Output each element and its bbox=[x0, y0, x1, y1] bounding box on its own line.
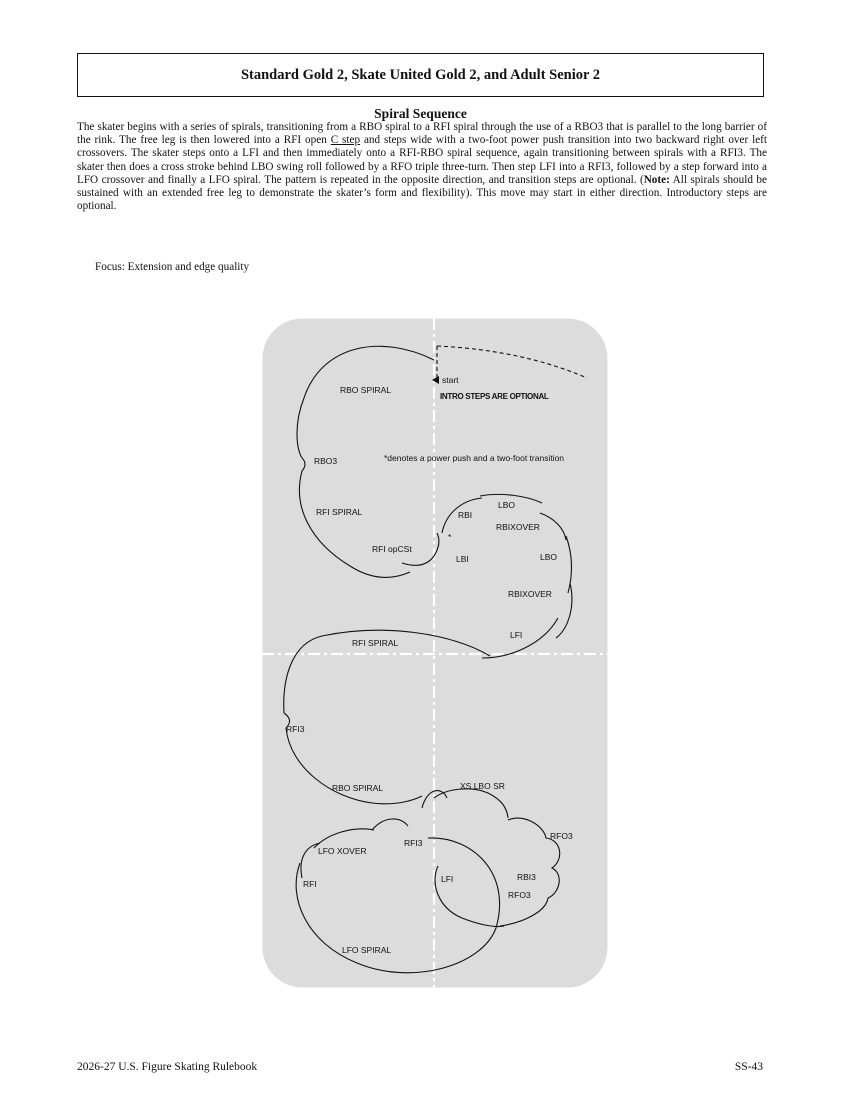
description-paragraph bbox=[77, 121, 767, 213]
label-rfi-spiral-mid: RFI SPIRAL bbox=[352, 638, 399, 648]
section-heading: Spiral Sequence bbox=[374, 106, 467, 121]
title-box bbox=[77, 53, 764, 97]
label-rfi-spiral-top: RFI SPIRAL bbox=[316, 507, 363, 517]
label-asterisk: * bbox=[448, 532, 452, 542]
label-rbixover-1: RBIXOVER bbox=[496, 522, 540, 532]
label-rfi3-bottom: RFI3 bbox=[404, 838, 423, 848]
paragraph-text-3: All spirals should be sustained with an extended free leg to demonstrate the skater’s form and flexibility). This move may start in either direction. Introductory steps are optional. bbox=[77, 173, 767, 213]
label-rfi-bottom: RFI bbox=[303, 879, 317, 889]
footer-rulebook: 2026-27 U.S. Figure Skating Rulebook bbox=[77, 1061, 258, 1073]
label-rfi3-left: RFI3 bbox=[286, 724, 305, 734]
label-lbi: LBI bbox=[456, 554, 469, 564]
label-rfi-opcst: RFI opCSt bbox=[372, 544, 412, 554]
label-rbi3: RBI3 bbox=[517, 872, 536, 882]
label-rbi: RBI bbox=[458, 510, 473, 520]
label-lfi-mid: LFI bbox=[510, 630, 523, 640]
label-rbixover-2: RBIXOVER bbox=[508, 589, 552, 599]
label-lfo-spiral: LFO SPIRAL bbox=[342, 945, 392, 955]
label-lfi-bottom: LFI bbox=[441, 874, 454, 884]
label-xs-lbo-sr: XS LBO SR bbox=[460, 781, 505, 791]
label-lbo-right: LBO bbox=[540, 552, 558, 562]
footer-page-number: SS-43 bbox=[734, 1061, 763, 1073]
focus-line: Focus: Extension and edge quality bbox=[95, 261, 250, 273]
label-power-push-note: *denotes a power push and a two-foot transition bbox=[384, 453, 565, 463]
rink-diagram bbox=[262, 318, 608, 988]
label-intro-optional: INTRO STEPS ARE OPTIONAL bbox=[440, 392, 549, 401]
c-step-term: C step bbox=[330, 134, 361, 147]
label-lfo-xover: LFO XOVER bbox=[318, 846, 367, 856]
label-rfo3-bottom: RFO3 bbox=[508, 890, 531, 900]
page-title: Standard Gold 2, Skate United Gold 2, and Adult Senior 2 bbox=[240, 66, 601, 83]
label-rbo-spiral-low: RBO SPIRAL bbox=[332, 783, 384, 793]
label-start: start bbox=[442, 375, 459, 385]
paragraph-text-2: and steps wide with a two-foot power push transition into two backward right over left crossovers. The skater steps onto a LFI and then immediately onto a RFI-RBO spiral sequence, again transitioning between spirals with a RFI3. The skater then does a cross stroke behind LBO swing roll followed by a RFO triple three-turn. Then step LFI into a RFI3, followed by a step forward into a LFO crossover and finally a LFO spiral. The pattern is repeated in the opposite direction, and transition steps are optional. ( bbox=[77, 134, 767, 186]
label-rbo-spiral-top: RBO SPIRAL bbox=[340, 385, 392, 395]
note-label: Note: bbox=[643, 173, 670, 186]
label-lbo-top: LBO bbox=[498, 500, 516, 510]
label-rfo3-top: RFO3 bbox=[550, 831, 573, 841]
paragraph-text-1: The skater begins with a series of spirals, transitioning from a RBO spiral to a RFI spiral through the use of a RBO3 that is parallel to the long barrier of the rink. The free leg is then lowered into a RFI open bbox=[77, 121, 767, 147]
label-rbo3: RBO3 bbox=[314, 456, 338, 466]
